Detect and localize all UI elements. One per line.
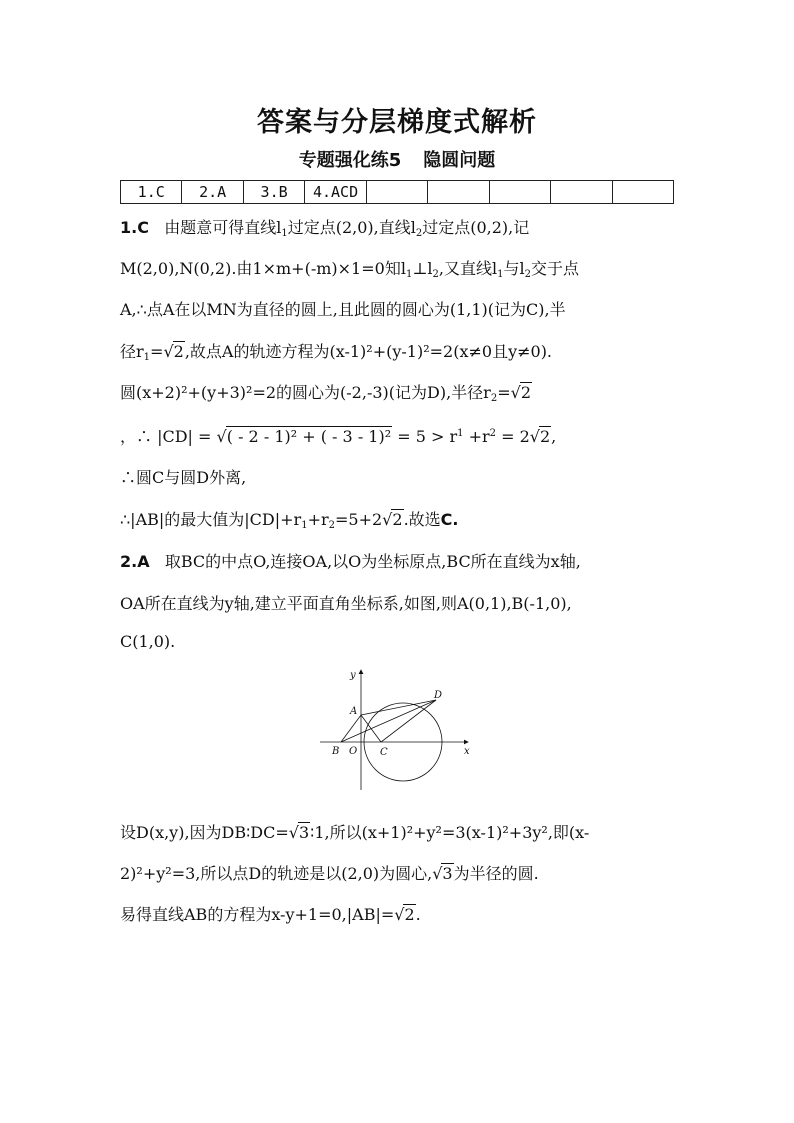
section-subtitle [0,146,794,172]
q1-text: = 2 [496,427,530,446]
q1-text: ⊥l [412,259,433,278]
subscript: 2 [328,520,335,531]
q2-text: 设D(x,y),因为DB∶DC= [120,823,289,842]
q2-text: ∶1,所以(x+1)²+y²=3(x-1)²+3y²,即(x- [310,823,590,842]
sqrt-symbol: √3 [432,864,453,883]
q1-line-8 [120,507,458,531]
answer-cell-9 [612,181,674,204]
q1-text: 由题意可得直线l [164,218,282,237]
section-topic: 隐圆问题 [423,150,496,171]
q1-text: .故选 [403,510,441,529]
q1-line-4 [120,339,552,363]
subscript: 1 [143,352,151,363]
q1-line-7: ∴圆C与圆D外离, [120,468,247,487]
answer-cell-4: 4.ACD [305,181,366,204]
subscript: 1 [301,520,308,531]
q1-line-5 [120,380,532,404]
answer-cell-1: 1.C [121,181,182,204]
q1-text: 交于点 [530,259,579,278]
radicand: 2 [392,510,403,529]
q2-number: 2.A [120,552,150,571]
radicand: ( - 2 - 1)² + ( - 3 - 1)² [226,427,392,446]
radicand: 2 [520,383,531,402]
radicand: 2 [173,342,184,361]
q1-text: 径r [120,342,144,361]
q1-text: = 5 > r [392,427,458,446]
answer-cell-3: 3.B [243,181,304,204]
q2-text: 2)²+y²=3,所以点D的轨迹是以(2,0)为圆心, [120,864,433,883]
q1-text: 过定点(2,0),直线l [287,218,416,237]
q1-text: ,故点A的轨迹方程为(x-1)²+(y-1)²=2(x≠0且y≠0). [184,342,553,361]
q1-text: , [551,427,557,446]
q1-number: 1.C [120,218,149,237]
q2-line-5 [120,861,539,884]
sqrt-symbol: √( - 2 - 1)² + ( - 3 - 1)² [216,427,392,446]
q1-text: = [497,383,511,402]
sqrt-symbol: √2 [529,427,551,446]
section-name: 专题强化练5 [298,150,402,171]
radicand: 2 [404,905,415,924]
q2-text: . [415,905,421,924]
q2-line-6 [120,902,421,925]
answer-row [121,181,674,204]
sqrt-symbol: √2 [394,905,415,924]
q2-text: 易得直线AB的方程为x-y+1=0,|AB|= [120,905,395,924]
q1-text: M(2,0),N(0,2).由1×m+(-m)×1=0知l [120,259,406,278]
q1-text: +r [307,510,329,529]
subscript: 1 [497,269,504,280]
label-a: A [350,706,358,717]
q1-answer: C. [440,510,459,529]
q2-line-3: C(1,0). [120,632,176,651]
q2-line-2: OA所在直线为y轴,建立平面直角坐标系,如图,则A(0,1),B(-1,0), [120,594,572,613]
q1-line-6 [120,424,556,447]
q1-text: 与l [503,259,525,278]
subscript: 1 [405,269,413,280]
subscript: 1 [281,228,288,239]
subscript: 2 [415,228,423,239]
radicand: 3 [298,823,310,842]
superscript: 1 [457,428,464,439]
radicand: 2 [539,427,551,446]
page-title: 答案与分层梯度式解析 [257,107,537,138]
q2-line-1 [120,549,581,572]
q2-line-4 [120,820,589,843]
subscript: 2 [524,269,531,280]
q1-text: =5+2 [335,510,383,529]
coordinate-figure [318,662,478,792]
label-b: B [332,746,340,757]
q1-line-2 [120,256,579,280]
q1-text: ,又直线l [438,259,498,278]
label-c: C [380,747,388,758]
q2-text: 为半径的圆. [453,864,539,883]
subscript: 2 [432,269,439,280]
q1-text: +r [463,427,490,446]
q1-text: = [150,342,164,361]
sqrt-symbol: √2 [510,383,531,402]
superscript: 2 [489,428,497,439]
answer-cell-7 [489,181,550,204]
answer-cell-5 [366,181,427,204]
answer-cell-6 [428,181,489,204]
label-d: D [434,690,443,701]
q1-text: 过定点(0,2),记 [422,218,530,237]
sqrt-symbol: √3 [288,823,310,842]
radicand: 3 [442,864,453,883]
segment-da [361,700,436,715]
label-x: x [464,746,470,757]
answer-cell-2: 2.A [182,181,243,204]
answer-table [120,180,674,204]
q1-text: 圆(x+2)²+(y+3)²=2的圆心为(-2,-3)(记为D),半径r [120,383,491,402]
q1-text: ∴|AB|的最大值为|CD|+r [120,510,302,529]
q1-line-1 [120,215,529,239]
q1-text: ，∴ |CD| = [120,427,217,446]
answer-cell-8 [551,181,612,204]
q1-line-3: A,∴点A在以MN为直径的圆上,且此圆的圆心为(1,1)(记为C),半 [120,300,566,319]
sqrt-symbol: √2 [163,342,184,361]
sqrt-symbol: √2 [382,510,403,529]
subscript: 2 [490,393,498,404]
label-o: O [349,746,358,757]
q2-text: 取BC的中点O,连接OA,以O为坐标原点,BC所在直线为x轴, [164,552,581,571]
label-y: y [350,670,356,681]
